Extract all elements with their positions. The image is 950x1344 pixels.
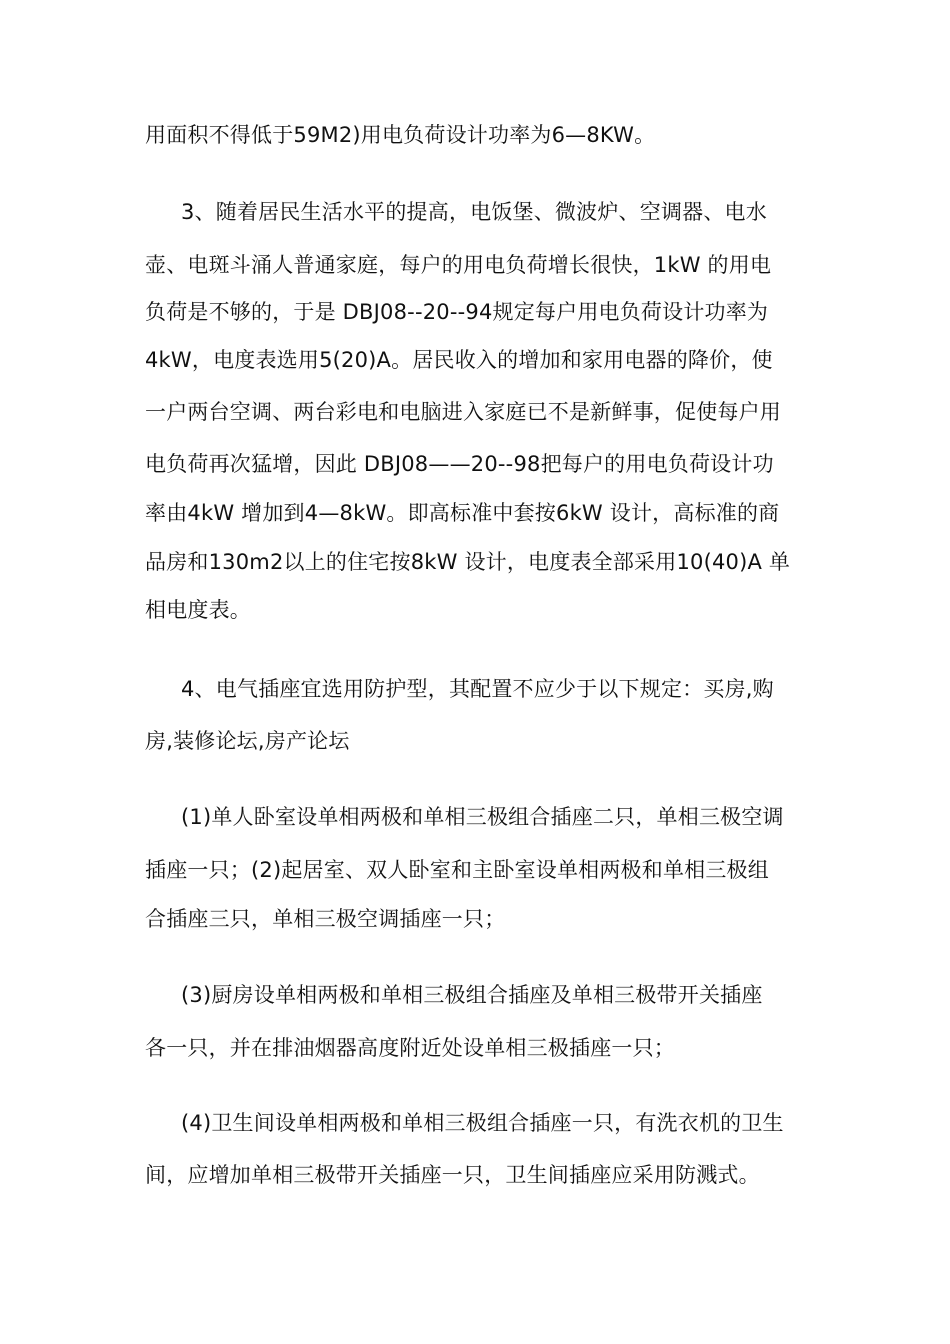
text-line: 品房和130m2以上的住宅按8kW 设计，电度表全部采用10(40)A 单 (145, 550, 791, 574)
text-line: 壶、电斑斗涌人普通家庭，每户的用电负荷增长很快，1kW 的用电 (145, 253, 772, 277)
text-line: (4)卫生间设单相两极和单相三极组合插座一只，有洗衣机的卫生 (181, 1111, 784, 1135)
text-line: 4kW，电度表选用5(20)A。居民收入的增加和家用电器的降价，使 (145, 348, 773, 372)
text-line: 合插座三只，单相三极空调插座一只； (145, 907, 506, 931)
text-line: 3、随着居民生活水平的提高，电饭堡、微波炉、空调器、电水 (181, 200, 767, 224)
text-line: 间，应增加单相三极带开关插座一只，卫生间插座应采用防溅式。 (145, 1163, 760, 1187)
text-line: 用面积不得低于59M2)用电负荷设计功率为6—8KW。 (145, 123, 656, 147)
text-line: 相电度表。 (145, 598, 251, 622)
text-line: 各一只，并在排油烟器高度附近处设单相三极插座一只； (145, 1036, 675, 1060)
text-line: 一户两台空调、两台彩电和电脑进入家庭已不是新鲜事，促使每户用 (145, 400, 781, 424)
text-line: 4、电气插座宜选用防护型，其配置不应少于以下规定：买房,购 (181, 677, 774, 701)
text-line: 插座一只；(2)起居室、双人卧室和主卧室设单相两极和单相三极组 (145, 858, 769, 882)
text-line: (3)厨房设单相两极和单相三极组合插座及单相三极带开关插座 (181, 983, 763, 1007)
text-line: 电负荷再次猛增，因此 DBJ08——20--98把每户的用电负荷设计功 (145, 452, 774, 476)
text-line: 率由4kW 增加到4—8kW。即高标准中套按6kW 设计，高标准的商 (145, 501, 780, 525)
text-line: 负荷是不够的，于是 DBJ08--20--94规定每户用电负荷设计功率为 (145, 300, 769, 324)
text-line: 房,装修论坛,房产论坛 (145, 729, 350, 753)
text-line: (1)单人卧室设单相两极和单相三极组合插座二只，单相三极空调 (181, 805, 784, 829)
